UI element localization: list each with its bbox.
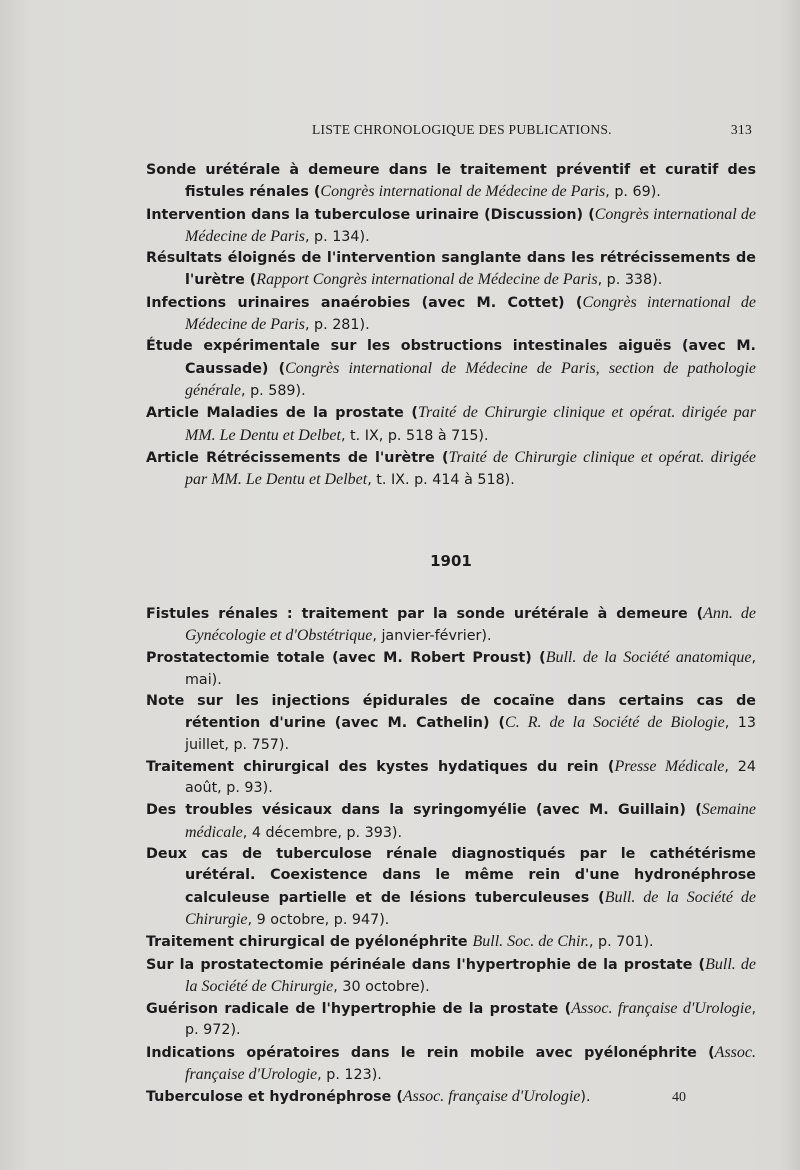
- entry-title: Étude expérimentale sur les obstructions intestinales aiguës (avec M. Caussade) (: [146, 338, 756, 377]
- entry-source: Bull. de la Société de Chirurgie: [185, 955, 757, 995]
- entry-pages: , p. 701).: [588, 934, 654, 951]
- publication-entry: [146, 844, 756, 931]
- entry-title: Sur la prostatectomie périnéale dans l'hypertrophie de la prostate (: [146, 956, 706, 973]
- entry-source: Traité de Chirurgie clinique et opérat. dirigée par MM. Le Dentu et Delbet: [185, 448, 756, 489]
- publication-entry: [146, 931, 756, 953]
- entry-title: Infections urinaires anaérobies (avec M. Cottet) (: [146, 294, 583, 311]
- entry-pages: , p. 338).: [597, 272, 663, 289]
- entry-source: Congrès international de Médecine de Paris: [185, 293, 756, 334]
- entry-pages: , p. 123).: [317, 1066, 382, 1083]
- entry-source: Rapport Congrès international de Médecine de Paris: [256, 271, 598, 289]
- entry-source: Bull. Soc. de Chir.: [472, 933, 589, 951]
- entry-title: Des troubles vésicaux dans la syringomyélie (avec M. Guillain) (: [146, 802, 702, 819]
- entry-title: Intervention dans la tuberculose urinaire (Discussion) (: [146, 206, 595, 223]
- publication-entry: [146, 691, 756, 756]
- page-number: 313: [730, 122, 752, 137]
- entry-title: Article Maladies de la prostate (: [146, 405, 418, 422]
- publication-entry: [146, 756, 756, 800]
- entry-pages: , 24 août, p. 93).: [185, 758, 756, 797]
- entry-source: Assoc. française d'Urologie: [402, 1088, 581, 1106]
- publication-entry: [146, 204, 756, 249]
- running-title: LISTE CHRONOLOGIQUE DES PUBLICATIONS.: [312, 122, 612, 137]
- entry-pages: , 13 juillet, p. 757).: [185, 715, 756, 753]
- publication-entry: [146, 954, 756, 999]
- publication-entry: [146, 998, 756, 1042]
- publication-entry: [146, 799, 756, 844]
- entry-title: Fistules rénales : traitement par la sonde urétérale à demeure (: [146, 605, 704, 622]
- entry-source: Presse Médicale: [614, 757, 725, 775]
- publication-entry: [146, 402, 756, 447]
- entry-title: Note sur les injections épidurales de cocaïne dans certains cas de rétention d'urine (avec M. Cathelin) (: [146, 692, 756, 732]
- entry-pages: , p. 69).: [605, 184, 661, 201]
- signature-mark: 40: [672, 1090, 686, 1105]
- entry-title: Résultats éloignés de l'intervention sanglante dans les rétrécissements de l'urètre (: [146, 250, 756, 289]
- entry-title: Tuberculose et hydronéphrose (: [146, 1089, 403, 1106]
- year-heading: 1901: [430, 552, 472, 571]
- publication-entry: [146, 603, 756, 648]
- entry-source: Bull. de la Société anatomique: [545, 649, 752, 667]
- entry-pages: ).: [580, 1089, 591, 1106]
- entry-title: Guérison radicale de l'hypertrophie de la prostate (: [146, 1001, 572, 1018]
- entry-pages: , 30 octobre).: [333, 978, 430, 995]
- entry-title: Sonde urétérale à demeure dans le traitement préventif et curatif des fistules rénales (: [146, 162, 756, 201]
- entry-pages: , p. 134).: [304, 228, 370, 245]
- publication-entry: [146, 292, 756, 337]
- entry-source: C. R. de la Société de Biologie: [505, 714, 725, 732]
- publication-entry: [146, 447, 756, 492]
- entry-title: Traitement chirurgical des kystes hydatiques du rein (: [146, 758, 615, 775]
- entry-source: Assoc. française d'Urologie: [185, 1043, 756, 1083]
- publication-entry: [146, 248, 756, 292]
- entries-1900: [146, 160, 756, 491]
- publication-list: [146, 160, 756, 1109]
- publication-entry: [146, 336, 756, 402]
- entry-source: Bull. de la Société de Chirurgie: [185, 888, 756, 928]
- entry-pages: , t. IX. p. 414 à 518).: [367, 472, 515, 489]
- entry-pages: , mai).: [185, 650, 756, 688]
- entry-title: Prostatectomie totale (avec M. Robert Proust) (: [146, 650, 546, 667]
- entry-source: Assoc. française d'Urologie: [571, 1000, 752, 1018]
- entry-title: Deux cas de tuberculose rénale diagnostiqués par le cathétérisme urétéral. Coexistence dans le même rein d'une hydronéphrose calculeuse partielle et de lésions tuberculeuses (: [146, 846, 756, 906]
- entry-source: Congrès international de Médecine de Paris, section de pathologie générale: [185, 359, 756, 399]
- publication-entry: [146, 1086, 756, 1108]
- entry-pages: , 4 décembre, p. 393).: [242, 824, 403, 841]
- publication-entry: [146, 647, 756, 691]
- entry-pages: , janvier-février).: [372, 628, 492, 645]
- publication-entry: [146, 160, 756, 204]
- entries-1901: [146, 603, 756, 1109]
- publication-entry: [146, 1042, 756, 1087]
- entry-source: Semaine médicale: [185, 801, 756, 841]
- entry-title: Article Rétrécissements de l'urètre (: [146, 449, 449, 466]
- entry-source: Ann. de Gynécologie et d'Obstétrique: [185, 604, 757, 645]
- entry-source: Traité de Chirurgie clinique et opérat. dirigée par MM. Le Dentu et Delbet: [185, 404, 757, 444]
- entry-pages: , t. IX, p. 518 à 715).: [340, 427, 489, 444]
- entry-title: Indications opératoires dans le rein mobile avec pyélonéphrite (: [146, 1044, 715, 1061]
- entry-pages: , p. 589).: [240, 382, 306, 399]
- entry-pages: , p. 972).: [185, 1001, 756, 1039]
- entry-title: Traitement chirurgical de pyélonéphrite: [146, 934, 473, 951]
- entry-pages: , p. 281).: [304, 317, 370, 334]
- entry-pages: , 9 octobre, p. 947).: [247, 911, 390, 928]
- entry-source: Congrès international de Médecine de Paris: [320, 183, 606, 201]
- entry-source: Congrès international de Médecine de Paris: [185, 205, 757, 245]
